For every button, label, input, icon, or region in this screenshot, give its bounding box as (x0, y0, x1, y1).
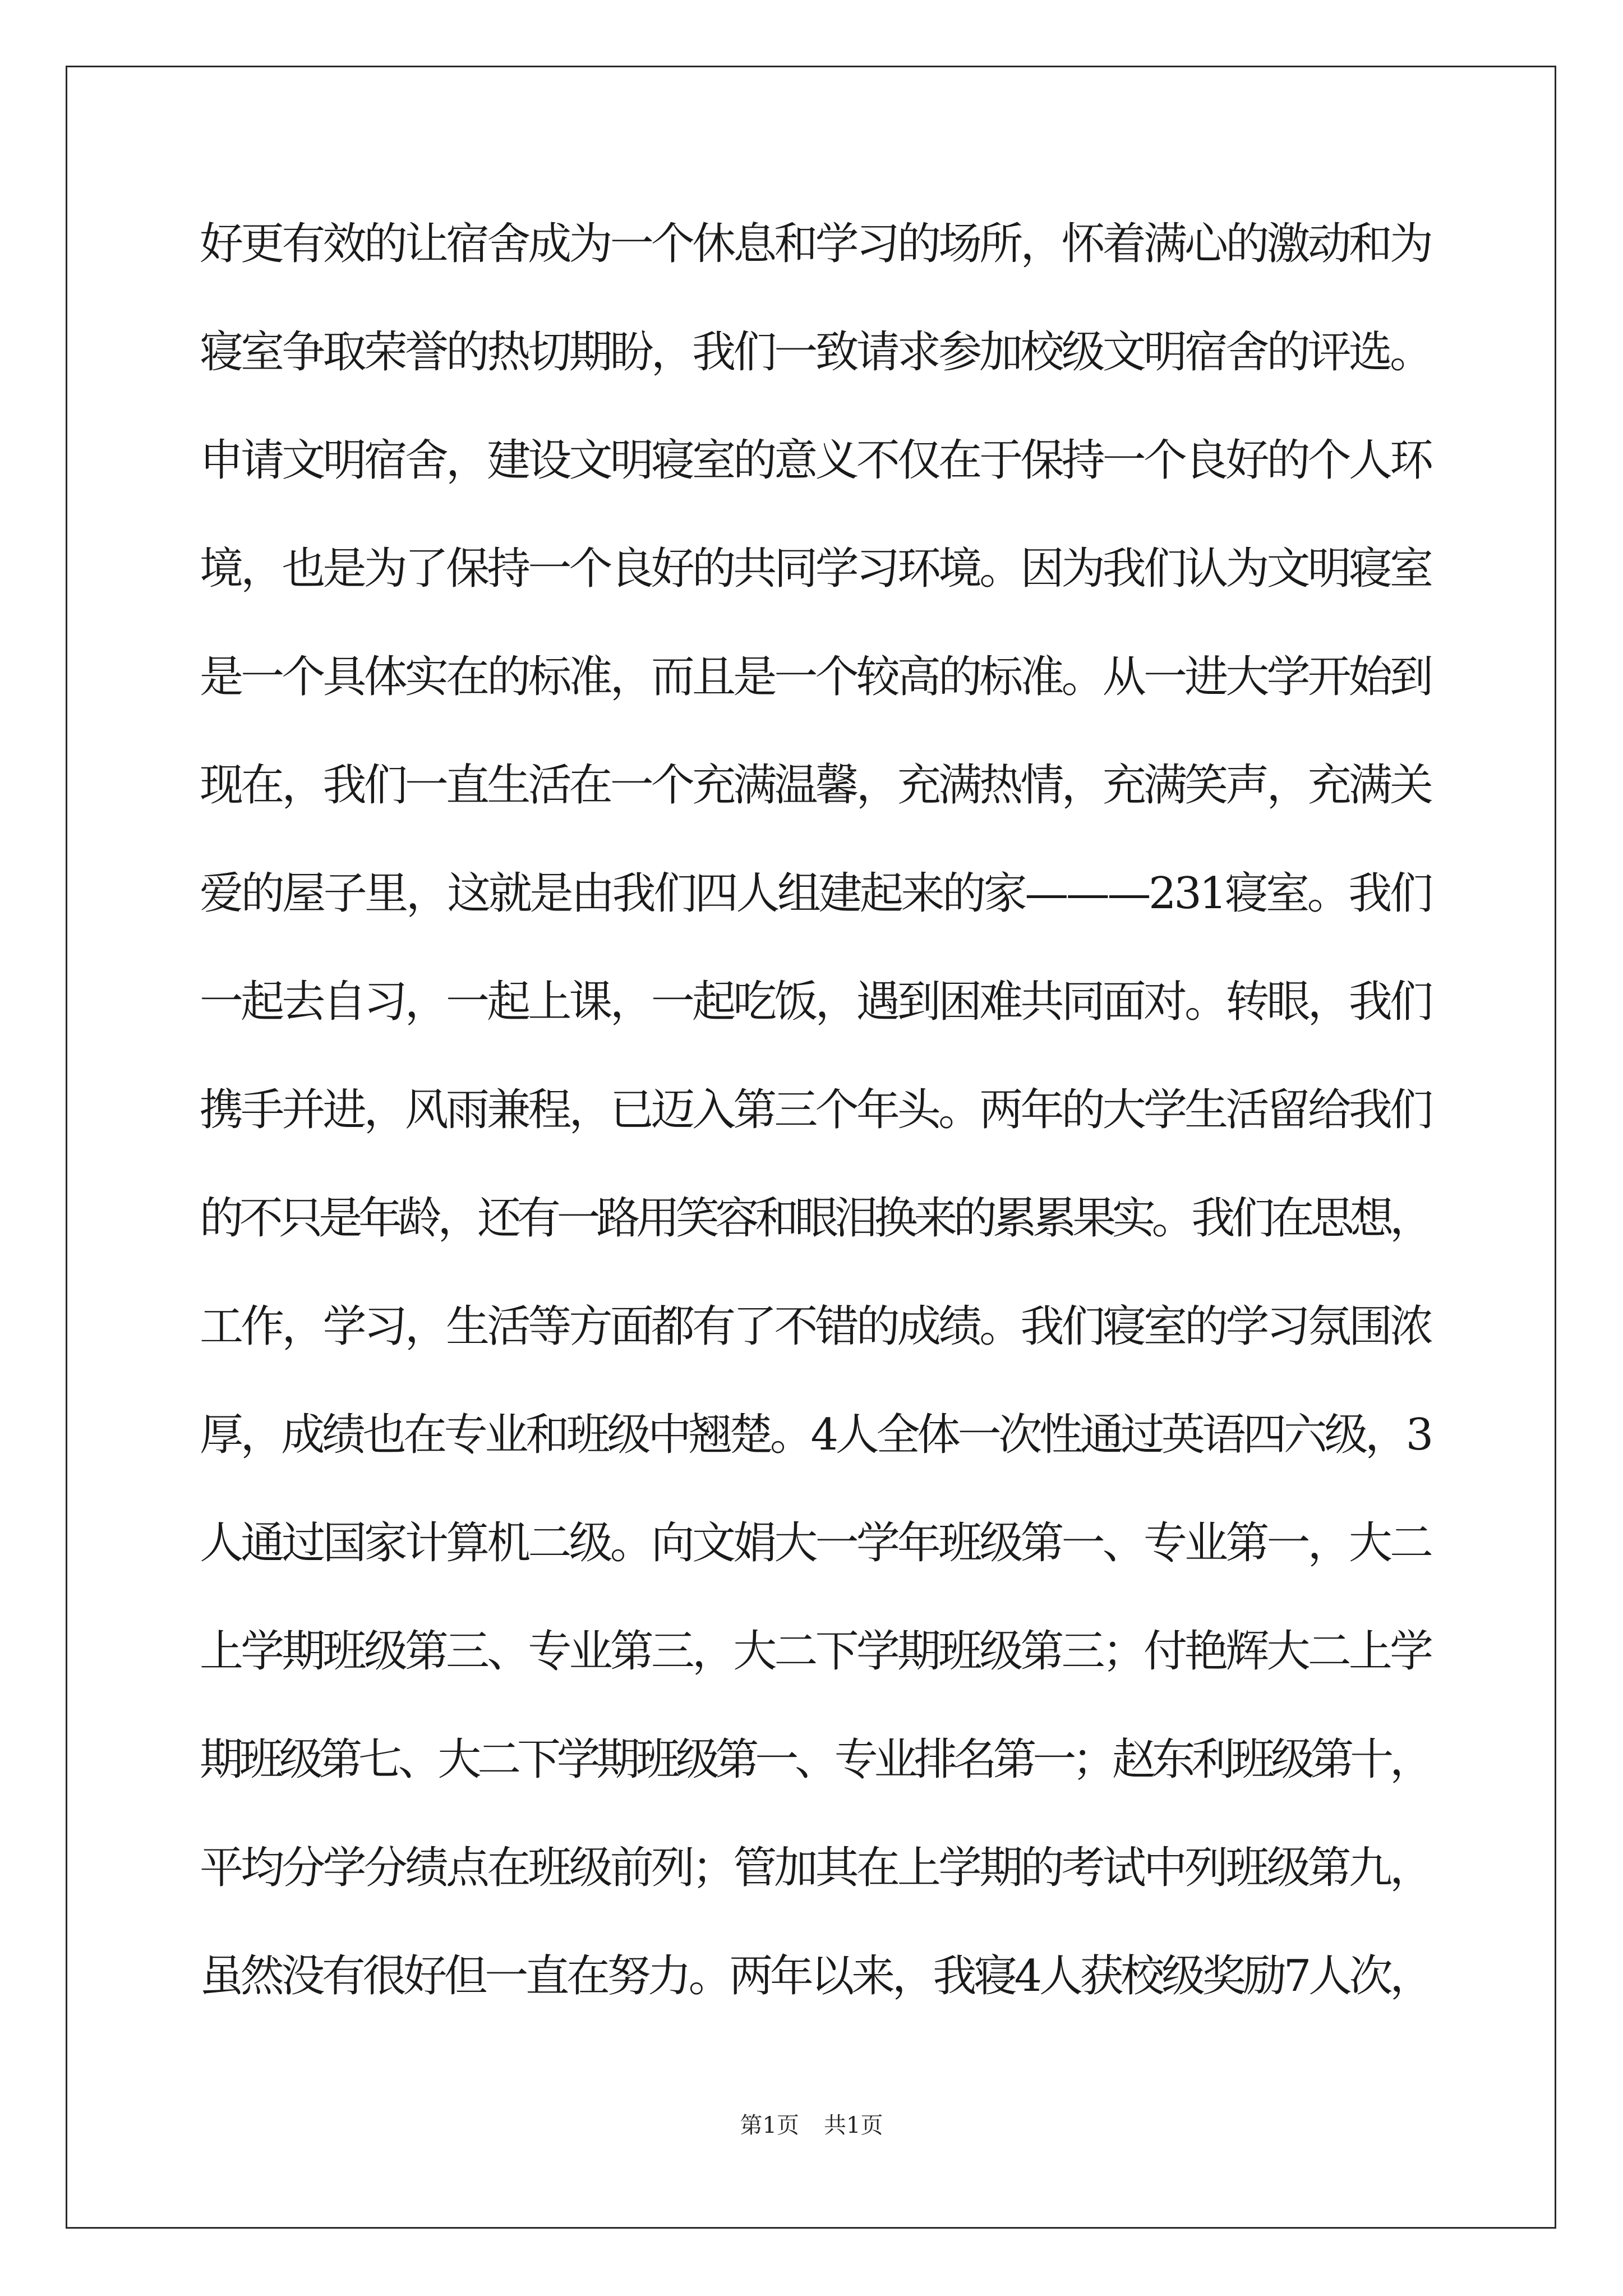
text-line: 爱的屋子里，这就是由我们四人组建起来的家———231寝室。我们 (200, 868, 1431, 919)
text-line: 寝室争取荣誉的热切期盼，我们一致请求参加校级文明宿舍的评选。 (200, 327, 1431, 378)
page-total: 共1页 (824, 2113, 883, 2138)
text-line: 携手并进，风雨兼程，已迈入第三个年头。两年的大学生活留给我们 (200, 1085, 1431, 1135)
text-line: 是一个具体实在的标准，而且是一个较高的标准。从一进大学开始到 (200, 652, 1431, 702)
text-line: 的不只是年龄，还有一路用笑容和眼泪换来的累累果实。我们在思想， (200, 1193, 1430, 1244)
text-line: 厚，成绩也在专业和班级中翘楚。4人全体一次性通过英语四六级，3 (200, 1410, 1431, 1460)
text-line: 申请文明宿舍，建设文明寝室的意义不仅在于保持一个良好的个人环 (200, 435, 1431, 486)
text-line: 人通过国家计算机二级。向文娟大一学年班级第一、专业第一，大二 (200, 1518, 1431, 1568)
page-number: 第1页 (740, 2113, 799, 2138)
body-text (200, 219, 1433, 2063)
text-line: 上学期班级第三、专业第三，大二下学期班级第三；付艳辉大二上学 (200, 1626, 1431, 1677)
text-line: 境，也是为了保持一个良好的共同学习环境。因为我们认为文明寝室 (200, 544, 1431, 594)
text-line: 虽然没有很好但一直在努力。两年以来，我寝4人获校级奖励7人次， (200, 1951, 1431, 2001)
text-line: 期班级第七、大二下学期班级第一、专业排名第一；赵东利班级第十， (200, 1734, 1430, 1785)
text-line: 工作，学习，生活等方面都有了不错的成绩。我们寝室的学习氛围浓 (200, 1301, 1431, 1352)
text-line: 一起去自习，一起上课，一起吃饭，遇到困难共同面对。转眼，我们 (200, 977, 1431, 1027)
page-footer (0, 2111, 1623, 2139)
text-line: 平均分学分绩点在班级前列；管加其在上学期的考试中列班级第九， (200, 1843, 1431, 1893)
text-line: 好更有效的让宿舍成为一个休息和学习的场所，怀着满心的激动和为 (200, 219, 1431, 269)
text-line: 现在，我们一直生活在一个充满温馨，充满热情，充满笑声，充满关 (200, 760, 1431, 811)
